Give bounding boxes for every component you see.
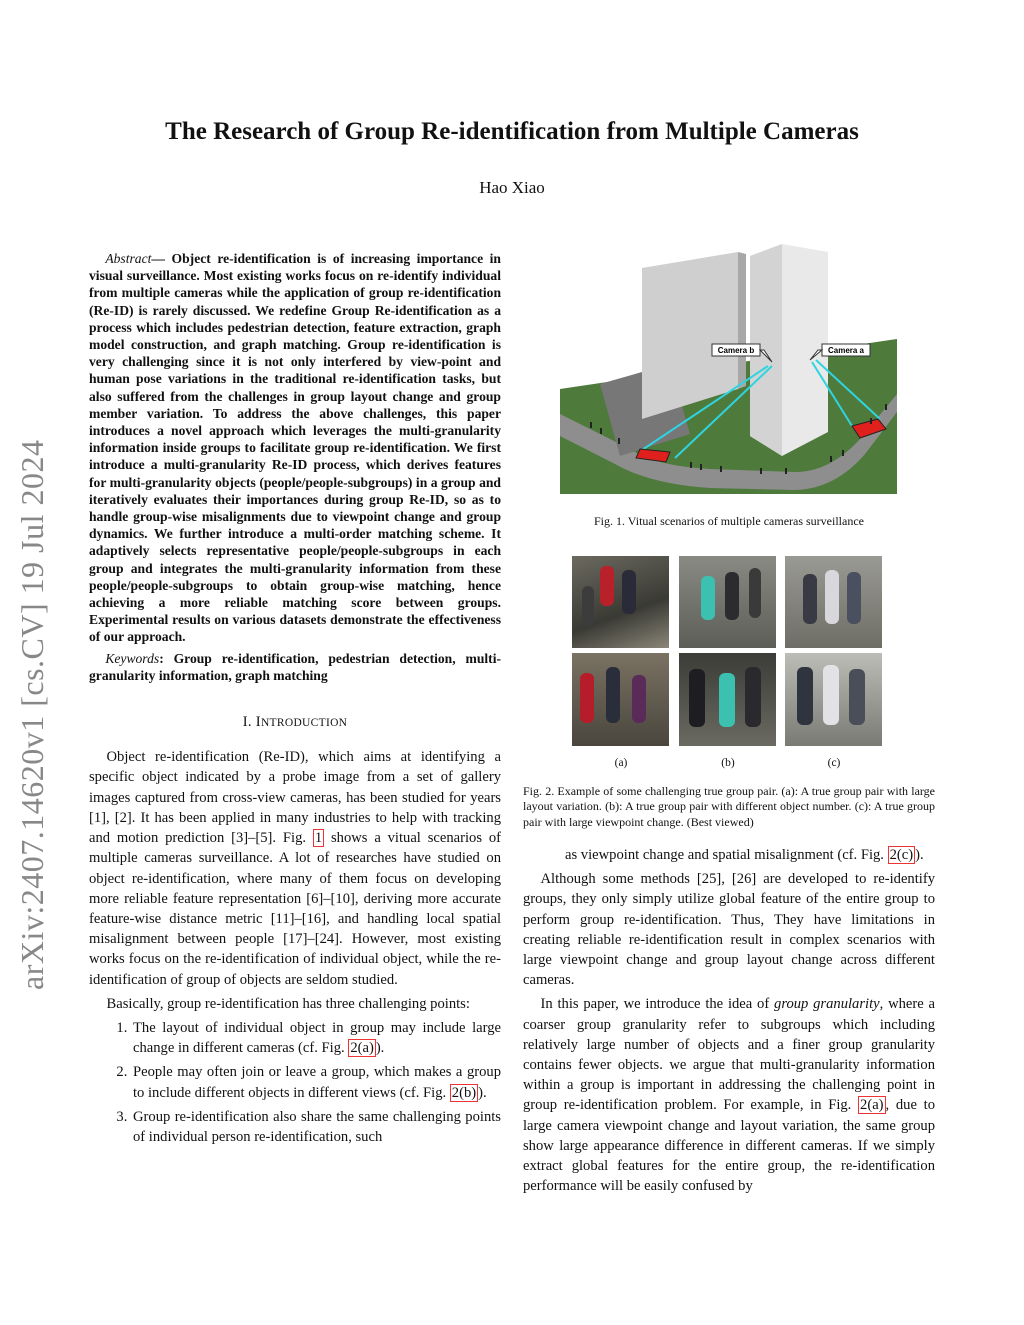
p2-text-a: In this paper, we introduce the idea of xyxy=(540,996,775,1013)
challenge-list xyxy=(89,1018,501,1147)
right-paragraph-1: Although some methods [25], [26] are developed to re-identify groups, they only simply utilize global feature of the entire group to perform group re-identification. Thus, They have limitations in creating reliable re-identification result in complex scenarios with large viewpoint change and group layout change across different cameras. xyxy=(523,871,935,989)
abstract-dash: — xyxy=(151,251,165,266)
fig2-sublabel-b: (b) xyxy=(721,757,735,769)
intro-p1-text-b: shows a vitual scenarios of multiple cameras surveillance. A lot of researches have studied on object re-identification, where many of them focus on developing more reliable feature representation [6]–[10], deriving more accurate feature-wise distance metric [11]–[16], and handling local spatial misalignment between people [17]–[24]. However, most existing works focus on the re-identification of individual object, while the re-identification of group of objects are seldom studied. xyxy=(89,830,501,988)
fig2a-link[interactable]: 2(a) xyxy=(350,1040,374,1057)
fig2-sublabel-c: (c) xyxy=(827,757,841,769)
section-title-initial: I xyxy=(255,714,261,731)
author: Hao Xiao xyxy=(479,178,545,197)
right-paragraph-2 xyxy=(523,994,935,1196)
right-column xyxy=(523,845,935,1200)
keywords-text: : Group re-identification, pedestrian detection, multi-granularity information, graph matching xyxy=(89,650,501,683)
section-number: I. xyxy=(242,714,252,731)
list-item xyxy=(131,1062,501,1102)
arxiv-stamp: arXiv:2407.14620v1 [cs.CV] 19 Jul 2024 xyxy=(14,439,50,990)
photo-b-bottom xyxy=(679,653,776,746)
section-heading-introduction xyxy=(89,712,501,733)
list-item-text: People may often join or leave a group, which makes a group to include different objects in different views (cf. Fig. xyxy=(133,1064,501,1101)
list-item xyxy=(131,1018,501,1058)
figure-2-caption: Fig. 2. Example of some challenging true group pair. (a): A true group pair with large layout variation. (b): A true group pair with different object number. (c): A true group pair with large viewpoint change. (Best viewed) xyxy=(523,784,935,829)
list-item-end: ). xyxy=(478,1084,487,1101)
list-continuation xyxy=(523,845,935,865)
intro-p1-text-a: Object re-identification (Re-ID), which aims at identifying a specific object indicated by a probe image from a set of gallery images captured from cross-view cameras, has been studied for years [1], [2]. It has been applied in many industries to help with tracking and motion prediction [3]–[5]. Fig. xyxy=(89,749,501,847)
fig2a-link-2[interactable]: 2(a) xyxy=(860,1097,884,1114)
fig2c-link[interactable]: 2(c) xyxy=(889,847,914,863)
intro-paragraph-1 xyxy=(89,747,501,989)
list-item-text: The layout of individual object in group may include large change in different cameras (cf. Fig. xyxy=(133,1019,501,1057)
figure-2-photos xyxy=(572,556,924,746)
camera-a-text: Camera a xyxy=(827,346,865,355)
photo-c-top xyxy=(785,556,882,648)
abstract-label: Abstract xyxy=(105,251,152,266)
list-item-end: ). xyxy=(375,1040,385,1057)
figure-1-illustration xyxy=(560,244,897,494)
left-column xyxy=(89,250,501,1151)
fig2-sublabel-a: (a) xyxy=(614,757,628,769)
photo-a-bottom xyxy=(572,653,669,746)
fig1-link[interactable]: 1 xyxy=(314,830,323,847)
list-item xyxy=(131,1107,501,1147)
photo-b-top xyxy=(679,556,776,648)
photo-a-top xyxy=(572,556,669,648)
p2-emphasis: group granularity xyxy=(774,996,880,1013)
continuation-text: as viewpoint change and spatial misalignment (cf. Fig. xyxy=(565,847,888,863)
p2-text-c: , due to large camera viewpoint change and layout variation, the same group show large appearance difference in different cameras. If we simply extract global features for the entire group, the re-identification performance will be easily confused by xyxy=(523,1097,935,1195)
abstract xyxy=(89,250,501,684)
p2-text-b: , where a coarser group granularity refer to subgroups which including relatively large number of objects and a finer group granularity contains fewer objects. we argue that multi-granularity information within a group is important in addressing the challenging point in group re-identification problem. For example, in Fig. xyxy=(523,996,935,1114)
keywords-label: Keywords xyxy=(105,650,160,666)
camera-b-text: Camera b xyxy=(717,346,755,355)
paper-title: The Research of Group Re-identification from Multiple Cameras xyxy=(165,118,859,145)
list-item-text: Group re-identification also share the same challenging points of individual person re-identification, such xyxy=(133,1108,501,1145)
photo-c-bottom xyxy=(785,653,882,746)
intro-paragraph-2: Basically, group re-identification has three challenging points: xyxy=(106,995,470,1012)
figure-1-caption: Fig. 1. Vitual scenarios of multiple cameras surveillance xyxy=(594,514,864,528)
fig2b-link[interactable]: 2(b) xyxy=(451,1084,477,1101)
continuation-end: ). xyxy=(915,847,924,863)
section-title-rest: NTRODUCTION xyxy=(260,717,348,730)
abstract-text: Object re-identification is of increasing importance in visual surveillance. Most existing works focus on re-identify individual from multiple cameras while the application of group re-identification (Re-ID) is rarely discussed. We redefine Group Re-identification as a process which includes pedestrian detection, feature extraction, graph model construction, and graph matching. Group re-identification is very challenging since it is not only interfered by view-point and human pose variations in the traditional re-identification tasks, but also suffered from the challenges in group layout change and group member variation. To address the above challenges, this paper introduces a novel approach which leverages the multi-granularity information inside groups to facilitate group re-identification. We first introduce a multi-granularity Re-ID process, which derives features for multi-granularity objects (people/people-subgroups) in a group and iteratively evaluates their importances during group Re-ID, so as to handle group-wise misalignments due to viewpoint change and group dynamics. We further introduce a multi-order matching scheme. It adaptively selects representative people/people-subgroups in each group and integrates the multi-granularity information from these people/people-subgroups to obtain group-wise matching, hence achieving a more reliable matching score between groups. Experimental results on various datasets demonstrate the effectiveness of our approach. xyxy=(89,251,501,645)
fig1-building-left-side xyxy=(738,252,746,389)
